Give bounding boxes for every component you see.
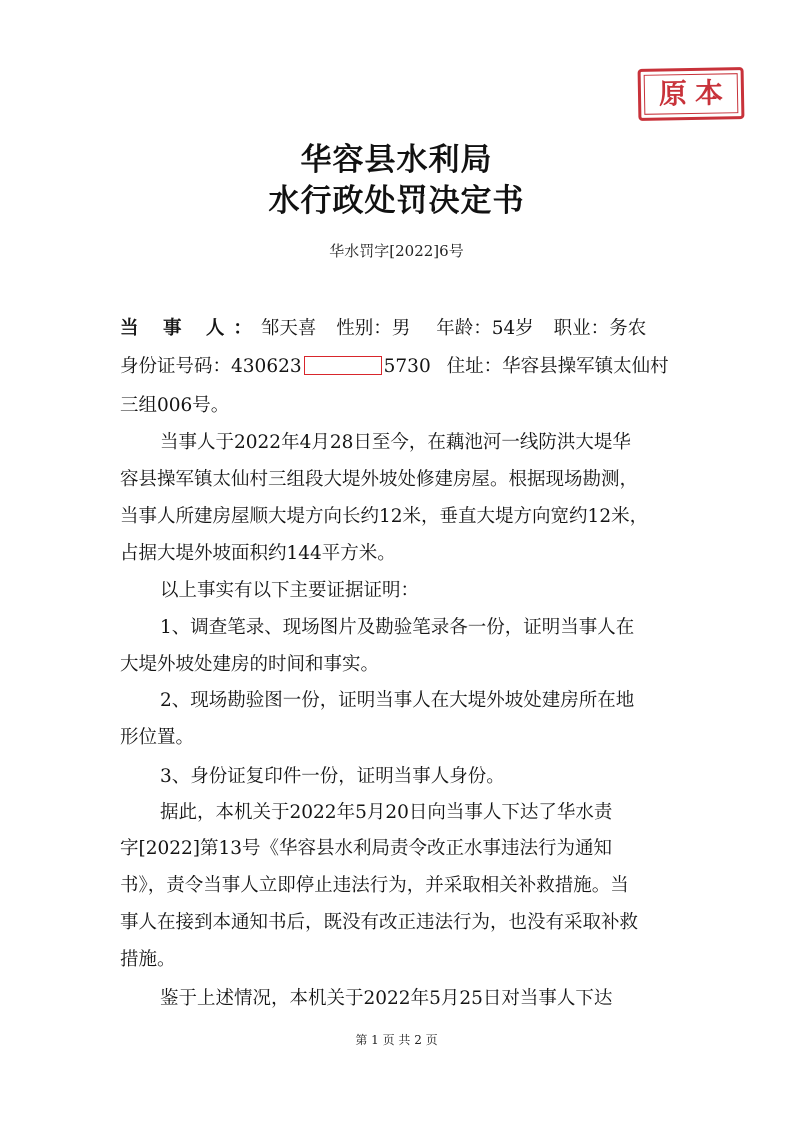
- body-line: 措施。: [120, 949, 176, 970]
- address-part1: 华容县操军镇太仙村: [502, 356, 669, 377]
- body-line: 1、调查笔录、现场图片及勘验笔录各一份，证明当事人在: [160, 617, 635, 638]
- gender-value: 男: [391, 318, 411, 339]
- id-prefix: 430623: [231, 356, 302, 377]
- age-label: 年龄：: [436, 318, 492, 339]
- occupation-label: 职业：: [553, 318, 610, 339]
- body-line: 字[2022]第13号《华容县水利局责令改正水事违法行为通知: [120, 838, 613, 859]
- document-title-line1: 华容县水利局: [300, 142, 493, 178]
- body-line: 书》，责令当事人立即停止违法行为，并采取相关补救措施。当: [120, 875, 629, 896]
- body-line: 3、身份证复印件一份，证明当事人身份。: [160, 766, 505, 787]
- body-line: 大堤外坡处建房的时间和事实。: [120, 654, 380, 675]
- occupation-value: 务农: [609, 318, 647, 339]
- body-line: 鉴于上述情况，本机关于2022年5月25日对当事人下达: [160, 988, 613, 1009]
- seal-text: 原本: [658, 76, 732, 111]
- page-footer: 第 1 页 共 2 页: [355, 1033, 438, 1047]
- body-line: 以上事实有以下主要证据证明：: [160, 580, 420, 601]
- document-title-line2: 水行政处罚决定书: [268, 183, 525, 219]
- address-part2: 三组006号。: [120, 395, 230, 416]
- party-label: 当 事 人：: [120, 318, 261, 339]
- address-label: 住址：: [446, 356, 503, 377]
- body-line: 当事人所建房屋顺大堤方向长约12米，垂直大堤方向宽约12米，: [120, 506, 649, 527]
- party-name: 邹天喜: [260, 318, 317, 339]
- body-line: 事人在接到本通知书后，既没有改正违法行为，也没有采取补救: [120, 912, 639, 933]
- body-line: 占据大堤外坡面积约144平方米。: [120, 543, 396, 564]
- body-line: 形位置。: [120, 727, 195, 748]
- age-value: 54岁: [491, 318, 534, 339]
- original-seal-stamp: [638, 67, 745, 121]
- body-line: 当事人于2022年4月28日至今，在藕池河一线防洪大堤华: [160, 432, 631, 453]
- body-line: 容县操军镇太仙村三组段大堤外坡处修建房屋。根据现场勘测，: [120, 469, 639, 490]
- document-number: 华水罚字[2022]6号: [329, 242, 464, 260]
- id-suffix: 5730: [383, 356, 431, 377]
- party-info-line1: [120, 314, 680, 340]
- party-info-line3: [120, 391, 680, 417]
- id-label: 身份证号码：: [120, 356, 232, 377]
- id-redaction-box: [304, 356, 382, 375]
- body-line: 据此，本机关于2022年5月20日向当事人下达了华水责: [160, 802, 613, 823]
- body-line: 2、现场勘验图一份，证明当事人在大堤外坡处建房所在地: [160, 690, 635, 711]
- party-info-line2: [120, 352, 680, 378]
- gender-label: 性别：: [336, 318, 392, 339]
